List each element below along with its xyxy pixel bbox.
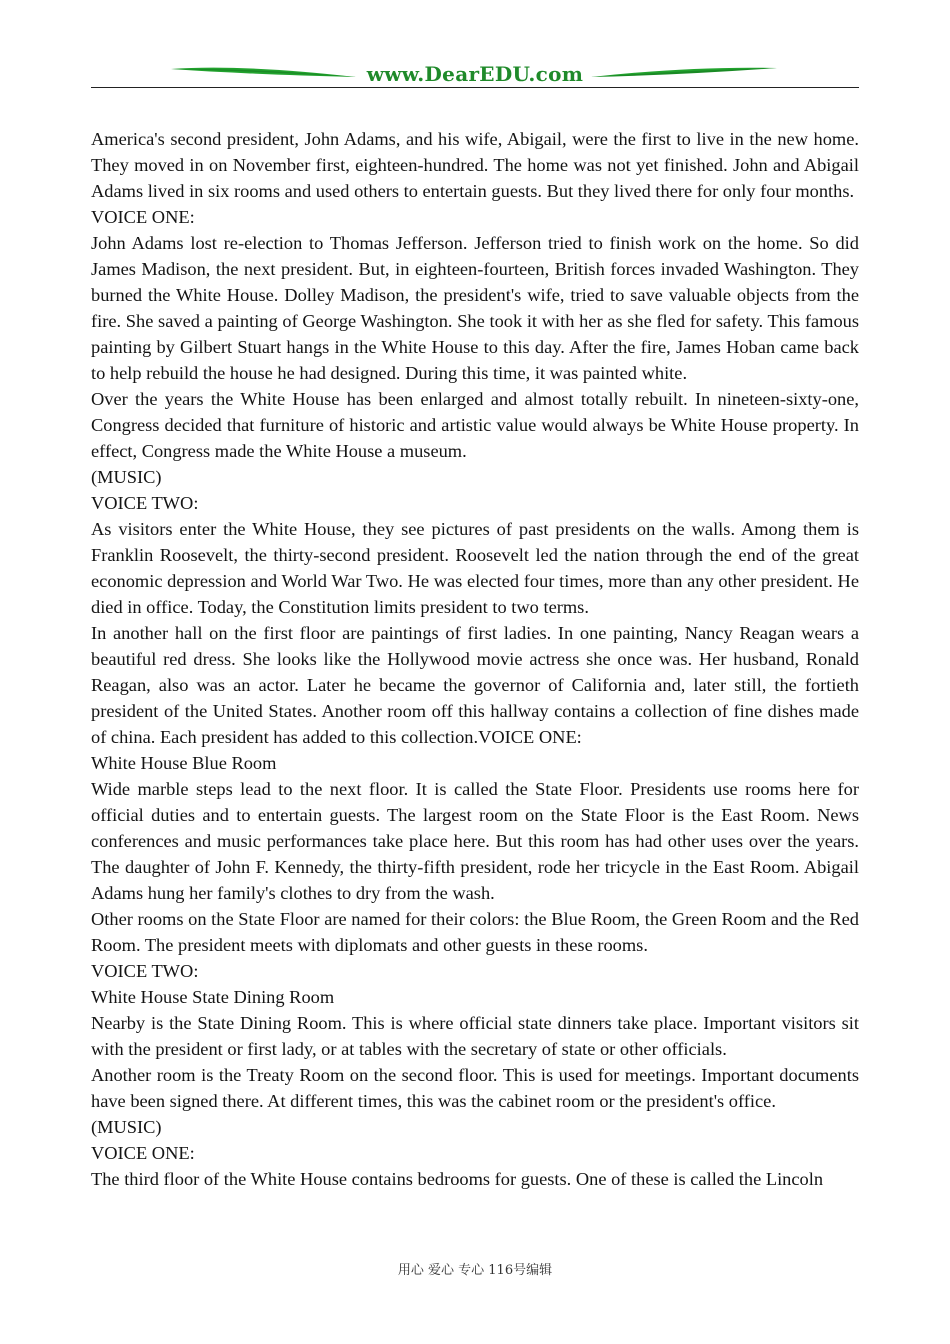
- site-name: www.DearEDU.com: [366, 62, 584, 86]
- paragraph: As visitors enter the White House, they see pictures of past presidents on the walls. Among them is Franklin Roosevelt, the thirty-second president. Roosevelt led the nation through the end of the great economic depression and World War Two. He was elected four times, more than any other president. He died in office. Today, the Constitution limits president to two terms.: [91, 519, 859, 617]
- paragraph-continued: The third floor of the White House contains bedrooms for guests. One of these is called the Lincoln: [91, 1169, 824, 1189]
- paragraph: In another hall on the first floor are paintings of first ladies. In one painting, Nancy Reagan wears a beautiful red dress. She looks like the Hollywood movie actress she once was. Her husband, Ronald Reagan, also was an actor. Later he became the governor of California and, later still, the fortieth president of the United States. Another room off this hallway contains a collection of fine dishes made of china. Each president has added to this collection.VOICE ONE:: [91, 623, 859, 747]
- music-cue: (MUSIC): [91, 1117, 162, 1137]
- paragraph: John Adams lost re-election to Thomas Jefferson. Jefferson tried to finish work on the home. So did James Madison, the next president. But, in eighteen-fourteen, British forces invaded Washington. They burned the White House. Dolley Madison, the president's wife, tried to save valuable objects from the fire. She saved a painting of George Washington. She took it with her as she fled for safety. This famous painting by Gilbert Stuart hangs in the White House to this day. After the fire, James Hoban came back to help rebuild the house he had designed. During this time, it was painted white.: [91, 233, 859, 383]
- page-footer: 用心 爱心 专心 116号编辑: [397, 1263, 553, 1278]
- paragraph: Over the years the White House has been enlarged and almost totally rebuilt. In nineteen-sixty-one, Congress decided that furniture of historic and artistic value would always be White House property. In effect, Congress made the White House a museum.: [91, 389, 859, 461]
- paragraph: America's second president, John Adams, and his wife, Abigail, were the first to live in the new home. They moved in on November first, eighteen-hundred. The home was not yet finished. John and Abigail Adams lived in six rooms and used others to entertain guests. But they lived there for only four months.: [91, 129, 859, 201]
- music-cue: (MUSIC): [91, 467, 162, 487]
- paragraph: Other rooms on the State Floor are named for their colors: the Blue Room, the Green Room and the Red Room. The president meets with diplomats and other guests in these rooms.: [91, 909, 859, 955]
- paragraph: Another room is the Treaty Room on the second floor. This is used for meetings. Important documents have been signed there. At different times, this was the cabinet room or the president's office.: [91, 1065, 859, 1111]
- image-caption: White House State Dining Room: [91, 987, 335, 1007]
- speaker-label: VOICE ONE:: [91, 1143, 195, 1163]
- page-header: [91, 60, 859, 90]
- speaker-label: VOICE ONE:: [91, 207, 195, 227]
- speaker-label: VOICE TWO:: [91, 493, 199, 513]
- paragraph: Nearby is the State Dining Room. This is where official state dinners take place. Important visitors sit with the president or first lady, or at tables with the secretary of state or other officials.: [91, 1013, 859, 1059]
- document-body: [91, 126, 859, 1192]
- speaker-label: VOICE TWO:: [91, 961, 199, 981]
- header-divider: [91, 87, 859, 88]
- image-caption: White House Blue Room: [91, 753, 277, 773]
- paragraph: Wide marble steps lead to the next floor. It is called the State Floor. Presidents use rooms here for official duties and to entertain guests. The largest room on the State Floor is the East Room. News conferences and music performances take place here. But this room has had other uses over the years. The daughter of John F. Kennedy, the thirty-fifth president, rode her tricycle in the East Room. Abigail Adams hung her family's clothes to dry from the wash.: [91, 779, 859, 903]
